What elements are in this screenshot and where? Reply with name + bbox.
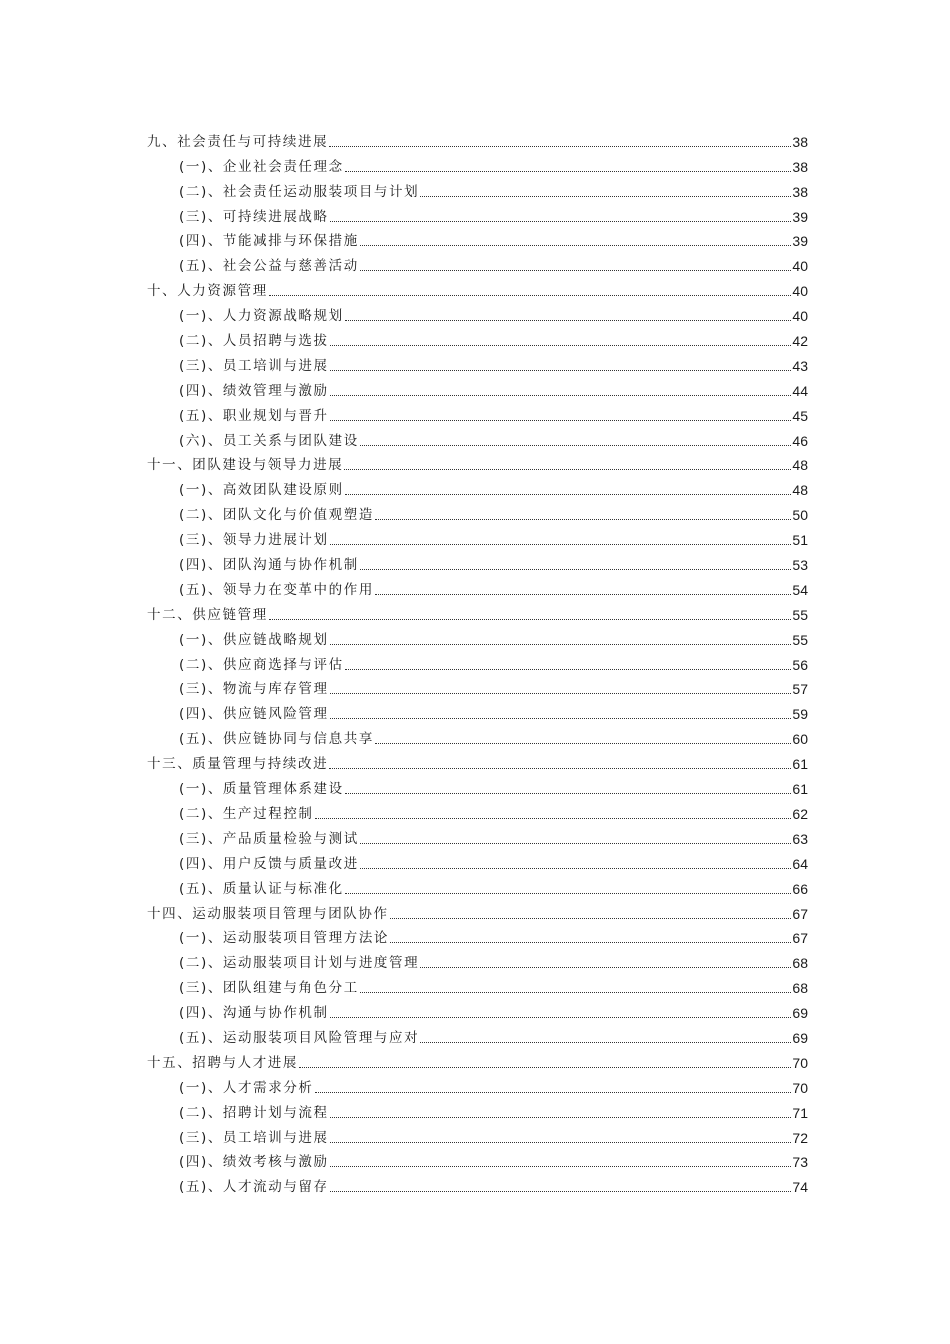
toc-entry-title: (六)、员工关系与团队建设 [179,432,359,449]
toc-page-number: 51 [792,532,808,549]
toc-entry-title: 十、人力资源管理 [147,283,268,300]
toc-entry-title: (二)、团队文化与价值观塑造 [179,507,374,524]
toc-entry-title: (四)、节能减排与环保措施 [179,233,359,250]
toc-page-number: 71 [792,1104,808,1121]
toc-dot-leader [360,569,792,570]
toc-entry-title: (一)、运动服装项目管理方法论 [179,930,390,947]
toc-page-number: 59 [792,706,808,723]
toc-page-number: 55 [792,606,808,623]
toc-dot-leader [344,469,791,470]
toc-page-number: 46 [792,432,808,449]
toc-section-entry[interactable] [147,524,808,549]
toc-page-number: 39 [792,233,808,250]
toc-section-entry[interactable] [147,624,808,649]
toc-page-number: 72 [792,1129,808,1146]
toc-dot-leader [345,494,792,495]
toc-section-entry[interactable] [147,723,808,748]
toc-page-number: 60 [792,731,808,748]
toc-dot-leader [420,1042,791,1043]
toc-chapter-entry[interactable] [147,126,808,151]
toc-page-number: 68 [792,980,808,997]
toc-page-number: 44 [792,382,808,399]
toc-dot-leader [345,669,792,670]
toc-section-entry[interactable] [147,226,808,251]
toc-section-entry[interactable] [147,1097,808,1122]
toc-page-number: 53 [792,557,808,574]
toc-entry-title: (四)、绩效考核与激励 [179,1154,329,1171]
toc-page-number: 62 [792,805,808,822]
toc-section-entry[interactable] [147,176,808,201]
toc-page-number: 56 [792,656,808,673]
toc-entry-title: (五)、领导力在变革中的作用 [179,581,374,598]
toc-entry-title: 十五、招聘与人才进展 [147,1054,298,1071]
toc-dot-leader [375,594,791,595]
toc-page-number: 38 [792,158,808,175]
toc-section-entry[interactable] [147,400,808,425]
toc-page-number: 39 [792,208,808,225]
toc-dot-leader [269,619,792,620]
toc-entry-title: (三)、物流与库存管理 [179,681,329,698]
toc-section-entry[interactable] [147,574,808,599]
toc-page-number: 45 [792,407,808,424]
toc-dot-leader [330,718,792,719]
toc-section-entry[interactable] [147,923,808,948]
toc-entry-title: (三)、领导力进展计划 [179,532,329,549]
toc-section-entry[interactable] [147,947,808,972]
toc-page-number: 57 [792,681,808,698]
toc-dot-leader [299,1067,791,1068]
toc-dot-leader [330,1166,792,1167]
toc-dot-leader [345,171,792,172]
toc-entry-title: (三)、员工培训与进展 [179,1129,329,1146]
toc-entry-title: (一)、高效团队建设原则 [179,482,344,499]
toc-entry-title: 十一、团队建设与领导力进展 [147,457,344,474]
toc-dot-leader [315,818,792,819]
toc-entry-title: 十四、运动服装项目管理与团队协作 [147,905,389,922]
toc-section-entry[interactable] [147,823,808,848]
toc-entry-title: 十二、供应链管理 [147,606,268,623]
toc-chapter-entry[interactable] [147,898,808,923]
toc-entry-title: (二)、人员招聘与选拔 [179,333,329,350]
toc-page-number: 40 [792,258,808,275]
toc-dot-leader [330,544,792,545]
toc-section-entry[interactable] [147,474,808,499]
toc-chapter-entry[interactable] [147,450,808,475]
toc-dot-leader [360,245,792,246]
toc-page-number: 40 [792,283,808,300]
toc-entry-title: (五)、运动服装项目风险管理与应对 [179,1029,420,1046]
toc-dot-leader [420,967,791,968]
toc-entry-title: (五)、人才流动与留存 [179,1179,329,1196]
toc-page-number: 63 [792,830,808,847]
toc-entry-title: (二)、供应商选择与评估 [179,656,344,673]
toc-chapter-entry[interactable] [147,275,808,300]
toc-page-number: 48 [792,457,808,474]
toc-section-entry[interactable] [147,1072,808,1097]
toc-entry-title: 十三、质量管理与持续改进 [147,756,329,773]
toc-entry-title: (五)、社会公益与慈善活动 [179,258,359,275]
toc-section-entry[interactable] [147,674,808,699]
toc-entry-title: (二)、社会责任运动服装项目与计划 [179,183,420,200]
toc-section-entry[interactable] [147,848,808,873]
toc-section-entry[interactable] [147,1022,808,1047]
toc-dot-leader [330,1117,792,1118]
toc-dot-leader [330,345,792,346]
toc-dot-leader [330,395,792,396]
toc-dot-leader [315,1092,792,1093]
toc-entry-title: (四)、绩效管理与激励 [179,382,329,399]
toc-entry-title: (三)、员工培训与进展 [179,357,329,374]
toc-dot-leader [345,320,792,321]
toc-dot-leader [360,843,792,844]
toc-entry-title: (一)、人才需求分析 [179,1079,314,1096]
toc-section-entry[interactable] [147,325,808,350]
toc-section-entry[interactable] [147,698,808,723]
toc-section-entry[interactable] [147,201,808,226]
toc-dot-leader [330,644,792,645]
toc-section-entry[interactable] [147,151,808,176]
toc-dot-leader [360,992,792,993]
toc-dot-leader [360,270,792,271]
toc-dot-leader [330,1017,792,1018]
toc-dot-leader [330,693,792,694]
toc-page-number: 54 [792,581,808,598]
toc-page-number: 66 [792,880,808,897]
toc-entry-title: (四)、用户反馈与质量改进 [179,855,359,872]
toc-page-number: 55 [792,631,808,648]
toc-dot-leader [269,295,792,296]
toc-chapter-entry[interactable] [147,599,808,624]
toc-dot-leader [390,942,791,943]
toc-entry-title: (四)、团队沟通与协作机制 [179,557,359,574]
toc-entry-title: (一)、企业社会责任理念 [179,158,344,175]
toc-page-number: 43 [792,357,808,374]
toc-section-entry[interactable] [147,773,808,798]
toc-section-entry[interactable] [147,549,808,574]
toc-dot-leader [375,519,791,520]
toc-dot-leader [345,793,792,794]
toc-dot-leader [360,868,792,869]
toc-page-number: 42 [792,333,808,350]
toc-section-entry[interactable] [147,873,808,898]
table-of-contents [147,126,808,1196]
toc-dot-leader [329,146,791,147]
toc-dot-leader [330,420,792,421]
toc-dot-leader [390,918,792,919]
toc-page-number: 67 [792,930,808,947]
toc-dot-leader [330,1191,792,1192]
toc-entry-title: (五)、供应链协同与信息共享 [179,731,374,748]
toc-entry-title: (三)、产品质量检验与测试 [179,830,359,847]
toc-dot-leader [360,445,792,446]
toc-page-number: 69 [792,1005,808,1022]
toc-entry-title: (一)、供应链战略规划 [179,631,329,648]
toc-dot-leader [330,221,792,222]
toc-entry-title: (三)、团队组建与角色分工 [179,980,359,997]
toc-page-number: 61 [792,781,808,798]
toc-section-entry[interactable] [147,1171,808,1196]
toc-section-entry[interactable] [147,997,808,1022]
toc-chapter-entry[interactable] [147,1047,808,1072]
toc-section-entry[interactable] [147,499,808,524]
toc-page-number: 38 [792,133,808,150]
toc-entry-title: (五)、质量认证与标准化 [179,880,344,897]
toc-page-number: 67 [792,905,808,922]
toc-chapter-entry[interactable] [147,748,808,773]
toc-dot-leader [375,743,791,744]
toc-entry-title: (四)、供应链风险管理 [179,706,329,723]
toc-entry-title: (二)、生产过程控制 [179,805,314,822]
toc-entry-title: (一)、质量管理体系建设 [179,781,344,798]
toc-page-number: 61 [792,756,808,773]
toc-page-number: 70 [792,1054,808,1071]
toc-section-entry[interactable] [147,300,808,325]
toc-entry-title: 九、社会责任与可持续进展 [147,133,329,150]
toc-entry-title: (三)、可持续进展战略 [179,208,329,225]
toc-page-number: 70 [792,1079,808,1096]
toc-page-number: 38 [792,183,808,200]
toc-entry-title: (二)、运动服装项目计划与进度管理 [179,955,420,972]
toc-entry-title: (二)、招聘计划与流程 [179,1104,329,1121]
toc-entry-title: (一)、人力资源战略规划 [179,308,344,325]
toc-dot-leader [345,893,792,894]
toc-section-entry[interactable] [147,1147,808,1172]
toc-section-entry[interactable] [147,350,808,375]
toc-section-entry[interactable] [147,425,808,450]
toc-section-entry[interactable] [147,1122,808,1147]
toc-dot-leader [329,768,791,769]
toc-page-number: 74 [792,1179,808,1196]
toc-page-number: 48 [792,482,808,499]
toc-section-entry[interactable] [147,972,808,997]
toc-section-entry[interactable] [147,798,808,823]
toc-page-number: 50 [792,507,808,524]
toc-page-number: 69 [792,1029,808,1046]
toc-section-entry[interactable] [147,649,808,674]
toc-page-number: 68 [792,955,808,972]
toc-entry-title: (四)、沟通与协作机制 [179,1005,329,1022]
toc-page-number: 64 [792,855,808,872]
toc-entry-title: (五)、职业规划与晋升 [179,407,329,424]
toc-dot-leader [330,1142,792,1143]
toc-section-entry[interactable] [147,375,808,400]
toc-dot-leader [330,370,792,371]
toc-section-entry[interactable] [147,250,808,275]
toc-dot-leader [420,196,791,197]
toc-page-number: 40 [792,308,808,325]
toc-page-number: 73 [792,1154,808,1171]
